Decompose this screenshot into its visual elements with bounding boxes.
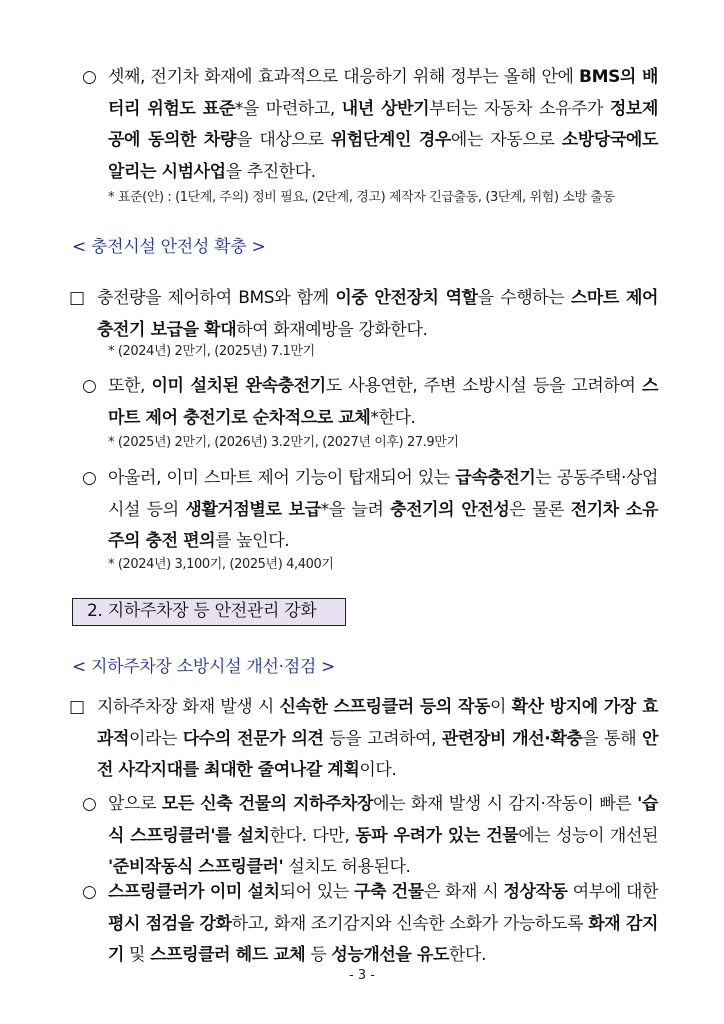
- bold-text: 확산 방지에 가장 효과적: [97, 697, 658, 749]
- paragraph-bms-standard: [82, 62, 658, 188]
- paragraph-existing-buildings: [82, 877, 659, 972]
- bold-text: 이미 설치된 완속충전기: [151, 376, 326, 396]
- note-text: (2024년) 2만기, (2025년) 7.1만기: [117, 344, 315, 359]
- bullet-circle: ○: [82, 882, 97, 902]
- bold-text: 스마트 제어 충전기로 순차적으로 교체: [108, 376, 658, 428]
- text-run: 를 높인다.: [215, 531, 290, 551]
- bullet-square: □: [69, 288, 85, 308]
- note-marker: *: [108, 435, 115, 450]
- note-marker: *: [108, 344, 115, 359]
- text-run: *을 마련하고,: [234, 98, 342, 119]
- section-heading-parking: < 지하주차장 소방시설 개선·점검 >: [72, 657, 335, 677]
- bold-text: 급속충전기: [455, 468, 536, 488]
- bullet-square: □: [69, 697, 85, 717]
- bold-text: '습식 스프링클러'를 설치: [108, 794, 658, 846]
- footnote-smart-charger: [108, 343, 648, 361]
- text-run: 아울러, 이미 스마트 제어 기능이 탑재되어 있는: [108, 468, 456, 488]
- bold-text: 스프링클러가 이미 설치: [108, 882, 280, 902]
- paragraph-text: [108, 376, 658, 428]
- paragraph-text: [108, 882, 658, 965]
- text-run: 설치도 허용된다.: [283, 857, 411, 877]
- paragraph-text: [108, 67, 658, 182]
- bold-text: 내년 상반기: [341, 98, 430, 119]
- bold-text: 이중 안전장치 역할: [335, 288, 478, 308]
- text-run: 이: [489, 697, 512, 717]
- paragraph-smart-charger: [69, 283, 658, 346]
- bold-text: 화재 감지기: [108, 913, 659, 965]
- bold-text: 안전 사각지대를 최대한 줄여나갈 계획: [97, 728, 658, 780]
- paragraph-text: [108, 468, 658, 551]
- paragraph-text: [97, 288, 658, 340]
- bold-text: 다수의 전문가 의견: [182, 728, 324, 749]
- bold-text: 성능개선을 유도: [331, 945, 450, 965]
- bold-text: 충전기의 안전성: [390, 499, 510, 520]
- text-run: 또한,: [108, 376, 152, 396]
- text-run: 을 통해: [582, 728, 642, 749]
- footnote-slow-charger: [108, 434, 648, 452]
- text-run: 여부에 대한: [567, 882, 658, 902]
- bold-text: BMS의 배터리 위험도 표준: [108, 67, 658, 119]
- section-heading-charging: < 충전시설 안전성 확충 >: [72, 237, 266, 257]
- text-run: 을 대상으로: [235, 130, 331, 150]
- bold-text: 모든 신축 건물의 지하주차장: [161, 794, 374, 814]
- note-marker: *: [108, 190, 115, 205]
- text-run: 을 추진한다.: [225, 161, 316, 182]
- text-run: 셋째, 전기차 화재에 효과적으로 대응하기 위해 정부는 올해 안에: [108, 67, 580, 87]
- bold-text: 스프링클러 헤드 교체: [150, 945, 306, 965]
- text-run: 은 물론: [509, 499, 571, 520]
- bold-text: 생활거점별로 보급: [185, 499, 321, 520]
- text-run: 한다. 다만,: [269, 825, 356, 846]
- bold-text: 신속한 스프링클러 등의 작동: [279, 697, 490, 717]
- text-run: 등을 고려하여,: [323, 728, 442, 749]
- text-run: 을 수행하는: [477, 288, 571, 308]
- note-text: (2024년) 3,100기, (2025년) 4,400기: [117, 557, 334, 572]
- text-run: 앞으로: [108, 794, 162, 814]
- note-text: 표준(안) : (1단계, 주의) 정비 필요, (2단계, 경고) 제작자 긴급출동, (3단계, 위험) 소방 출동: [117, 190, 615, 205]
- paragraph-text: [97, 697, 658, 780]
- bold-text: 평시 점검을 강화: [108, 913, 232, 934]
- paragraph-fast-charger: [82, 463, 658, 558]
- note-marker: *: [108, 557, 115, 572]
- paragraph-sprinkler-plan: [69, 692, 658, 787]
- text-run: 지하주차장 화재 발생 시: [97, 697, 280, 717]
- text-run: 충전량을 제어하여 BMS와 함께: [97, 288, 336, 308]
- bold-text: 소방당국에도 알리는 시범사업: [108, 130, 658, 182]
- bold-text: 정보제공에 동의한 차량: [108, 98, 658, 150]
- bold-text: 정상작동: [503, 882, 568, 902]
- text-run: 는 공동주택·상업시설 등의: [108, 468, 658, 520]
- text-run: 에는 화재 발생 시 감지·작동이 빠른: [373, 794, 638, 814]
- text-run: *을 늘려: [320, 499, 391, 520]
- text-run: 이다.: [359, 760, 397, 780]
- footnote-fast-charger: [108, 556, 648, 574]
- text-run: 한다.: [449, 945, 487, 965]
- text-run: 및: [124, 945, 151, 965]
- paragraph-text: [108, 794, 658, 877]
- section-title-box: 2. 지하주차장 등 안전관리 강화: [72, 598, 346, 626]
- text-run: 이라는: [129, 728, 183, 749]
- text-run: 되어 있는: [279, 882, 355, 902]
- bold-text: 구축 건물: [354, 882, 424, 902]
- text-run: 하여 화재예방을 강화한다.: [236, 319, 428, 340]
- bold-text: 전기차 소유주의 충전 편의: [108, 499, 658, 551]
- text-run: 은 화재 시: [423, 882, 504, 902]
- bold-text: '준비작동식 스프링클러': [108, 857, 284, 877]
- paragraph-new-buildings: [82, 789, 658, 884]
- bold-text: 스마트 제어 충전기 보급을 확대: [97, 288, 658, 340]
- text-run: 에는 자동으로: [450, 130, 562, 150]
- bullet-circle: ○: [82, 468, 97, 488]
- bullet-circle: ○: [82, 376, 97, 396]
- text-run: 부터는 자동차 소유주가: [429, 98, 610, 119]
- bullet-circle: ○: [82, 67, 97, 87]
- bold-text: 동파 우려가 있는 건물: [355, 825, 519, 846]
- text-run: 에는 성능이 개선된: [518, 825, 658, 846]
- bullet-circle: ○: [82, 794, 97, 814]
- text-run: 하고, 화재 조기감지와 신속한 소화가 가능하도록: [231, 913, 589, 934]
- text-run: *한다.: [370, 407, 416, 428]
- text-run: 도 사용연한, 주변 소방시설 등을 고려하여: [325, 376, 642, 396]
- paragraph-slow-charger: [82, 371, 658, 434]
- note-text: (2025년) 2만기, (2026년) 3.2만기, (2027년 이후) 27.9만기: [117, 435, 459, 450]
- bold-text: 위험단계인 경우: [330, 130, 451, 150]
- page-number: - 3 -: [349, 968, 375, 983]
- bold-text: 관련장비 개선·확충: [441, 728, 583, 749]
- text-run: 등: [305, 945, 332, 965]
- footnote-standard: [108, 189, 668, 207]
